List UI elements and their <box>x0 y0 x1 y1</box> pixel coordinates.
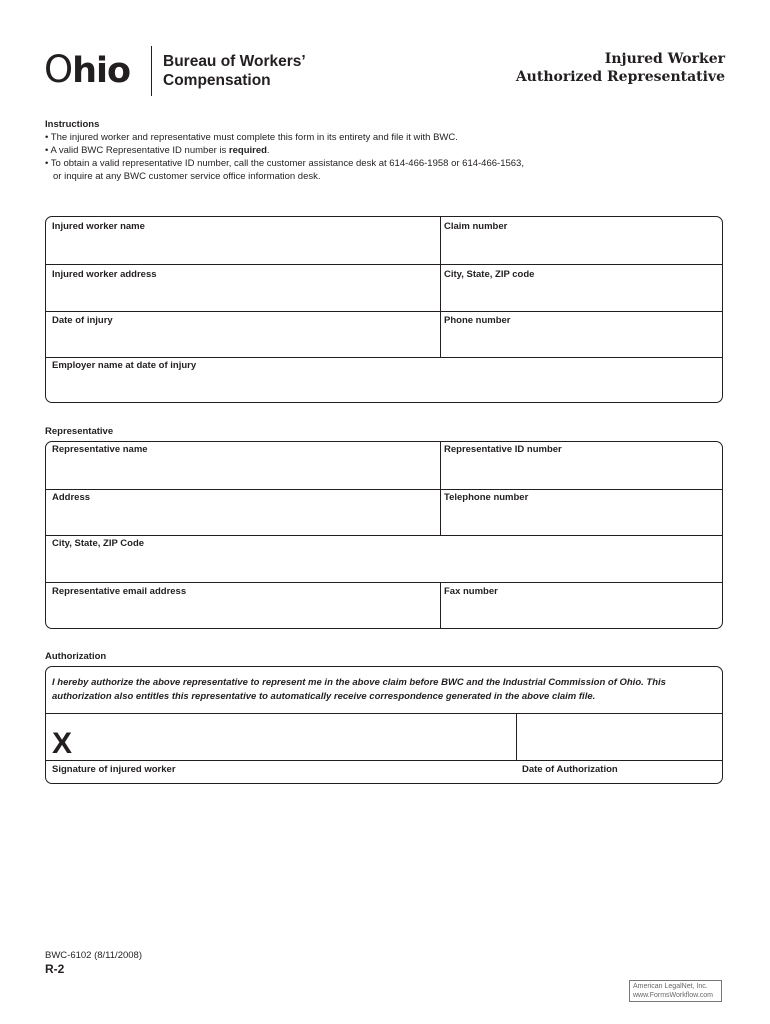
stamp-line-2: www.FormsWorkflow.com <box>633 992 713 999</box>
form-title-line-1: Injured Worker <box>604 51 725 67</box>
worker-row-2 <box>46 264 722 312</box>
injured-worker-address-field[interactable]: Injured worker address <box>52 269 157 280</box>
rep-row-2 <box>46 489 722 536</box>
auth-signature-row <box>46 713 722 783</box>
agency-name <box>163 52 306 90</box>
rep-row-1 <box>46 442 722 489</box>
authorization-heading: Authorization <box>45 651 107 662</box>
ohio-wordmark: Ohio <box>44 48 131 91</box>
form-title-line-2: Authorized Representative <box>515 69 725 85</box>
instruction-item-1: • The injured worker and representative must complete this form in its entirety and file it with BWC. <box>45 132 458 143</box>
logo-divider <box>151 46 152 96</box>
form-code: BWC-6102 (8/11/2008) <box>45 950 142 961</box>
worker-row-1 <box>46 217 722 264</box>
signature-label: Signature of injured worker <box>52 764 176 775</box>
date-of-authorization-field[interactable] <box>517 714 722 761</box>
authorization-statement: I hereby authorize the above representative to represent me in the above claim before BWC and the Industrial Commission of Ohio. This authorization also entitles this representative to automatically receive correspondence generated in the above claim file. <box>52 677 666 702</box>
form-title <box>516 50 725 86</box>
signature-field[interactable] <box>46 714 517 761</box>
representative-id-field[interactable]: Representative ID number <box>444 444 562 455</box>
instructions-heading: Instructions <box>45 119 100 130</box>
instruction-item-3-cont: or inquire at any BWC customer service office information desk. <box>53 171 321 182</box>
agency-line-2: Compensation <box>163 72 271 89</box>
auth-statement-row <box>46 667 722 713</box>
rep-telephone-field[interactable]: Telephone number <box>444 492 529 503</box>
form-revision: R-2 <box>45 962 65 976</box>
worker-row-4 <box>46 357 722 403</box>
worker-row-3 <box>46 311 722 358</box>
agency-line-1: Bureau of Workers’ <box>163 53 306 70</box>
instructions <box>45 118 725 183</box>
authorization-box <box>45 666 723 784</box>
representative-name-field[interactable]: Representative name <box>52 444 148 455</box>
employer-name-field[interactable]: Employer name at date of injury <box>52 360 197 371</box>
date-of-authorization-label: Date of Authorization <box>522 764 618 775</box>
rep-address-field[interactable]: Address <box>52 492 91 503</box>
legalnet-stamp <box>629 980 722 1002</box>
rep-fax-field[interactable]: Fax number <box>444 586 498 597</box>
signature-x-mark: X <box>52 727 73 760</box>
injured-worker-box <box>45 216 723 403</box>
rep-city-state-zip-field[interactable]: City, State, ZIP Code <box>52 538 145 549</box>
rep-email-field[interactable]: Representative email address <box>52 586 187 597</box>
representative-box <box>45 441 723 629</box>
rep-row-4 <box>46 582 722 629</box>
stamp-line-1: American LegalNet, Inc. <box>633 983 708 990</box>
injured-worker-name-field[interactable]: Injured worker name <box>52 221 145 232</box>
claim-number-field[interactable]: Claim number <box>444 221 508 232</box>
instruction-item-2: • A valid BWC Representative ID number is required. <box>45 145 270 156</box>
date-of-injury-field[interactable]: Date of injury <box>52 315 113 326</box>
rep-row-3 <box>46 535 722 583</box>
phone-number-field[interactable]: Phone number <box>444 315 511 326</box>
worker-city-state-zip-field[interactable]: City, State, ZIP code <box>444 269 535 280</box>
instruction-item-3: • To obtain a valid representative ID number, call the customer assistance desk at 614-466-1958 or 614-466-1563, <box>45 158 524 169</box>
representative-heading: Representative <box>45 426 114 437</box>
